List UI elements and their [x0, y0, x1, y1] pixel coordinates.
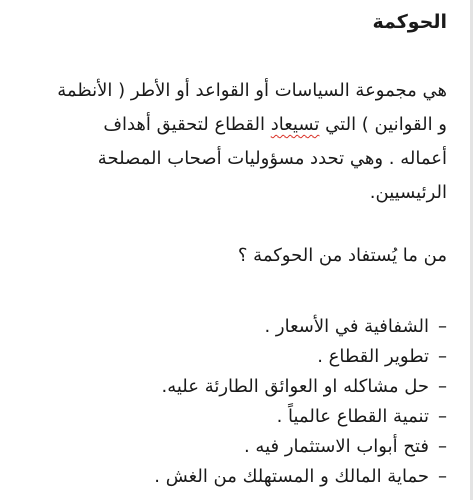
list-item — [154, 432, 447, 462]
list-item-text: الشفافية في الأسعار . — [264, 316, 429, 337]
definition-line-2-start: و القوانين ) التي — [319, 114, 447, 135]
list-item-text: تنمية القطاع عالمياً . — [276, 406, 429, 427]
definition-paragraph — [17, 74, 447, 210]
benefits-question: من ما يُستفاد من الحوكمة ؟ — [237, 245, 447, 266]
list-item-text: حل مشاكله او العوائق الطارئة عليه. — [161, 376, 429, 397]
definition-line-2 — [17, 108, 447, 142]
dash-bullet-icon: – — [438, 346, 447, 367]
list-item-text: حماية المالك و المستهلك من الغش . — [154, 466, 429, 487]
list-item-text: تطوير القطاع . — [317, 346, 429, 367]
list-item — [154, 372, 447, 402]
definition-line-3: أعماله . وهي تحدد مسؤوليات أصحاب المصلحة — [97, 148, 447, 169]
dash-bullet-icon: – — [438, 466, 447, 487]
definition-line-2-end: القطاع لتحقيق أهداف — [103, 114, 271, 135]
list-item — [154, 342, 447, 372]
list-item-text: فتح أبواب الاستثمار فيه . — [243, 436, 429, 457]
list-item — [154, 402, 447, 432]
definition-line-4: الرئيسيين. — [369, 182, 447, 203]
dash-bullet-icon: – — [438, 316, 447, 337]
benefits-list — [154, 312, 447, 492]
list-item — [154, 462, 447, 492]
list-item — [154, 312, 447, 342]
definition-line-1: هي مجموعة السياسات أو القواعد أو الأطر ( الأنظمة — [57, 80, 447, 101]
document-title: الحوكمة — [372, 11, 447, 33]
dash-bullet-icon: – — [438, 436, 447, 457]
misspelled-word[interactable]: تسيعاد — [270, 114, 320, 135]
dash-bullet-icon: – — [438, 376, 447, 397]
dash-bullet-icon: – — [438, 406, 447, 427]
